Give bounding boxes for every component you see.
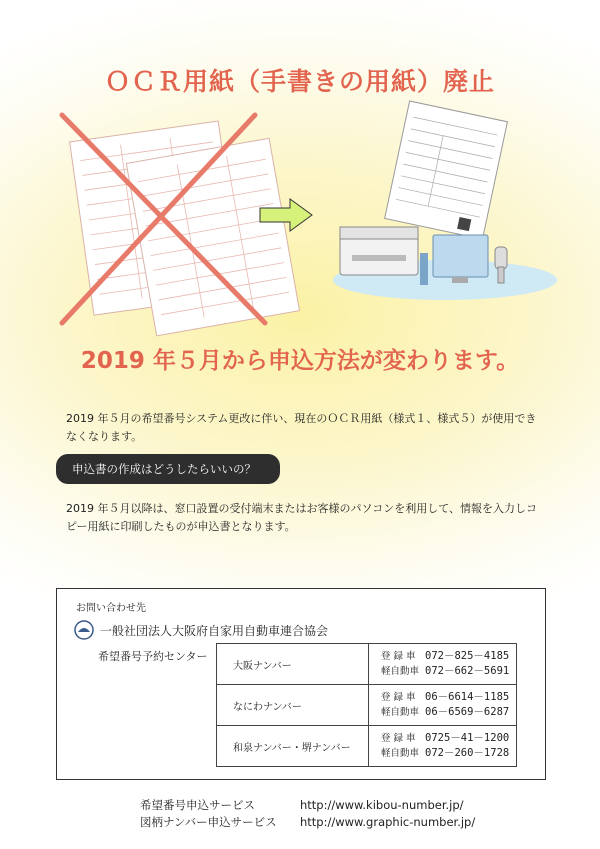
printer-icon (340, 227, 418, 275)
paragraph-new-method: 2019 年５月以降は、窓口設置の受付端末またはお客様のパソコンを利用して、情報を入力しコピー用紙に印刷したものが申込書となります。 (66, 502, 538, 533)
table-row (217, 726, 517, 767)
organization-name: 一般社団法人大阪府自家用自動車連合協会 (100, 624, 329, 638)
contact-table (216, 643, 517, 767)
table-row (217, 685, 517, 726)
service-label-kibou: 希望番号申込サービス (140, 798, 255, 812)
vehicle-type-label: 登 録 車 (381, 733, 416, 744)
vehicle-type-label: 軽自動車 (381, 748, 420, 759)
phone-number: 072－260－1728 (425, 747, 510, 759)
printed-form-icon (385, 101, 508, 239)
service-label-graphic: 図柄ナンバー申込サービス (140, 815, 277, 829)
phone-number: 06－6614－1185 (425, 691, 510, 703)
phone-number: 072－825－4185 (425, 650, 510, 662)
contact-heading: お問い合わせ先 (76, 603, 146, 614)
table-row (217, 644, 517, 685)
vehicle-type-label: 登 録 車 (381, 651, 416, 662)
vehicle-type-label: 軽自動車 (381, 666, 420, 677)
reservation-center: 希望番号予約センター (98, 650, 208, 663)
phone-number: 06－6569－6287 (425, 706, 510, 718)
association-logo-icon (74, 620, 94, 640)
vehicle-type-label: 登 録 車 (381, 692, 416, 703)
plate-region: 大阪ナンバー (217, 644, 369, 685)
ocr-form-icon (70, 121, 300, 336)
question-badge: 申込書の作成はどうしたらいいの？ (56, 454, 280, 484)
plate-region: なにわナンバー (217, 685, 369, 726)
paragraph-system-change: 2019 年５月の希望番号システム更改に伴い、現在のＯＣＲ用紙（様式１、様式５）が使用できなくなります。 (66, 412, 537, 443)
service-url-kibou[interactable]: http://www.kibou-number.jp/ (300, 798, 464, 812)
service-url-graphic[interactable]: http://www.graphic-number.jp/ (300, 815, 476, 829)
vehicle-type-label: 軽自動車 (381, 707, 420, 718)
page-title: ＯＣＲ用紙（手書きの用紙）廃止 (104, 67, 495, 96)
illustration (40, 95, 560, 340)
phone-number: 072－662－5691 (425, 665, 510, 677)
subtitle: 2019 年５月から申込方法が変わります。 (80, 348, 520, 374)
phone-number: 0725－41－1200 (425, 732, 510, 744)
plate-region: 和泉ナンバー・堺ナンバー (217, 726, 369, 767)
